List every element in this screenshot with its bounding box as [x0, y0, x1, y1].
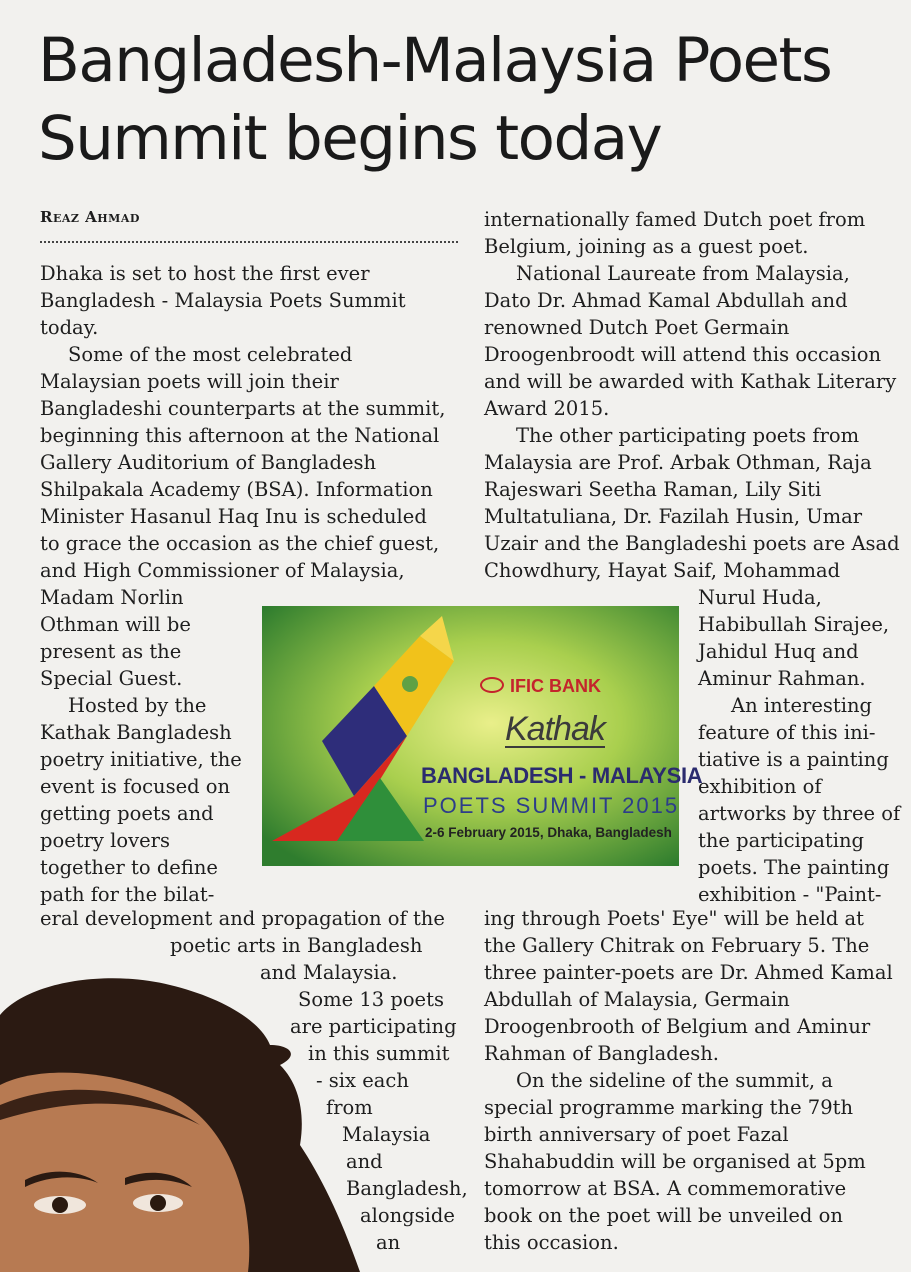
text-line: Kathak Bangladesh — [40, 721, 232, 744]
text-line: Othman will be — [40, 613, 191, 636]
banner-subtitle: POETS SUMMIT 2015 — [423, 793, 680, 818]
text-line: Malaysia — [342, 1123, 431, 1146]
text-line: alongside — [360, 1204, 455, 1227]
byline: Reaz Ahmad — [40, 208, 140, 226]
text-line: Malaysia are Prof. Arbak Othman, Raja — [484, 451, 872, 474]
text-line: birth anniversary of poet Fazal — [484, 1123, 789, 1146]
byline-divider — [40, 241, 458, 243]
text-line: exhibition of — [698, 775, 822, 798]
text-line: and — [346, 1150, 383, 1173]
text-line: special programme marking the 79th — [484, 1096, 854, 1119]
text-line: Bangladesh - Malaysia Poets Summit — [40, 289, 406, 312]
text-line: Habibullah Sirajee, — [698, 613, 890, 636]
text-line: tomorrow at BSA. A commemorative — [484, 1177, 847, 1200]
text-line: to grace the occasion as the chief guest, — [40, 532, 440, 555]
text-line: Some 13 poets — [298, 988, 444, 1011]
text-line: poetry initiative, the — [40, 748, 242, 771]
text-line: Minister Hasanul Haq Inu is scheduled — [40, 505, 427, 528]
text-line: today. — [40, 316, 99, 339]
headline-line-2: Summit begins today — [38, 103, 662, 174]
text-line: in this summit — [308, 1042, 450, 1065]
text-line: Special Guest. — [40, 667, 183, 690]
text-line: Dhaka is set to host the first ever — [40, 262, 370, 285]
text-line: beginning this afternoon at the National — [40, 424, 440, 447]
woman-face-image — [0, 975, 360, 1272]
text-line: Some of the most celebrated — [68, 343, 353, 366]
text-line: poetry lovers — [40, 829, 170, 852]
text-line: the participating — [698, 829, 865, 852]
text-line: Gallery Auditorium of Bangladesh — [40, 451, 377, 474]
text-line: renowned Dutch Poet Germain — [484, 316, 790, 339]
pen-hole — [402, 676, 418, 692]
text-line: event is focused on — [40, 775, 231, 798]
eye-left-iris — [52, 1197, 68, 1213]
banner-date: 2-6 February 2015, Dhaka, Bangladesh — [425, 825, 672, 840]
text-line: Bangladesh, — [346, 1177, 468, 1200]
text-line: Shahabuddin will be organised at 5pm — [484, 1150, 866, 1173]
text-line: Uzair and the Bangladeshi poets are Asad — [484, 532, 900, 555]
text-line: Dato Dr. Ahmad Kamal Abdullah and — [484, 289, 848, 312]
text-line: ing through Poets' Eye" will be held at — [484, 907, 865, 930]
text-line: three painter-poets are Dr. Ahmed Kamal — [484, 961, 893, 984]
text-line: Bangladeshi counterparts at the summit, — [40, 397, 446, 420]
text-line: Malaysian poets will join their — [40, 370, 339, 393]
text-line: poets. The painting — [698, 856, 890, 879]
text-line: The other participating poets from — [516, 424, 860, 447]
text-line: poetic arts in Bangladesh — [170, 934, 423, 957]
headline-line-1: Bangladesh-Malaysia Poets — [38, 25, 832, 96]
text-line: and will be awarded with Kathak Literary — [484, 370, 897, 393]
text-line: Shilpakala Academy (BSA). Information — [40, 478, 433, 501]
text-line: are participating — [290, 1015, 457, 1038]
text-line: together to define — [40, 856, 218, 879]
text-line: from — [326, 1096, 373, 1119]
text-line: Droogenbrooth of Belgium and Aminur — [484, 1015, 871, 1038]
text-line: tiative is a painting — [698, 748, 889, 771]
text-line: eral development and propagation of the — [40, 907, 445, 930]
kathak-logo: Kathak — [505, 710, 605, 748]
text-line: Nurul Huda, — [698, 586, 822, 609]
headline — [38, 22, 898, 178]
ific-bank-logo: IFIC BANK — [480, 676, 601, 697]
text-line: the Gallery Chitrak on February 5. The — [484, 934, 870, 957]
text-line: Droogenbroodt will attend this occasion — [484, 343, 882, 366]
text-line: - six each — [316, 1069, 409, 1092]
banner-title: BANGLADESH - MALAYSIA — [421, 763, 703, 788]
text-line: Aminur Rahman. — [698, 667, 866, 690]
text-line: internationally famed Dutch poet from — [484, 208, 866, 231]
text-line: Award 2015. — [484, 397, 610, 420]
text-line: On the sideline of the summit, a — [516, 1069, 833, 1092]
text-line: and Malaysia. — [260, 961, 398, 984]
text-line: Jahidul Huq and — [698, 640, 859, 663]
eye-right-iris — [150, 1195, 166, 1211]
text-line: Multatuliana, Dr. Fazilah Husin, Umar — [484, 505, 863, 528]
text-line: National Laureate from Malaysia, — [516, 262, 850, 285]
text-line: Belgium, joining as a guest poet. — [484, 235, 809, 258]
text-line: Hosted by the — [68, 694, 207, 717]
text-line: exhibition - "Paint- — [698, 883, 882, 906]
text-line: path for the bilat- — [40, 883, 215, 906]
text-line: Rajeswari Seetha Raman, Lily Siti — [484, 478, 822, 501]
text-line: Rahman of Bangladesh. — [484, 1042, 719, 1065]
text-line: feature of this ini- — [698, 721, 876, 744]
text-line: an — [376, 1231, 401, 1254]
text-line: Madam Norlin — [40, 586, 184, 609]
text-line: getting poets and — [40, 802, 214, 825]
text-line: this occasion. — [484, 1231, 619, 1254]
text-line: An interesting — [731, 694, 872, 717]
bank-logo-icon — [480, 677, 504, 693]
text-line: present as the — [40, 640, 182, 663]
text-line: book on the poet will be unveiled on — [484, 1204, 843, 1227]
text-line: artworks by three of — [698, 802, 901, 825]
text-line: Chowdhury, Hayat Saif, Mohammad — [484, 559, 841, 582]
text-line: and High Commissioner of Malaysia, — [40, 559, 405, 582]
text-line: Abdullah of Malaysia, Germain — [484, 988, 790, 1011]
